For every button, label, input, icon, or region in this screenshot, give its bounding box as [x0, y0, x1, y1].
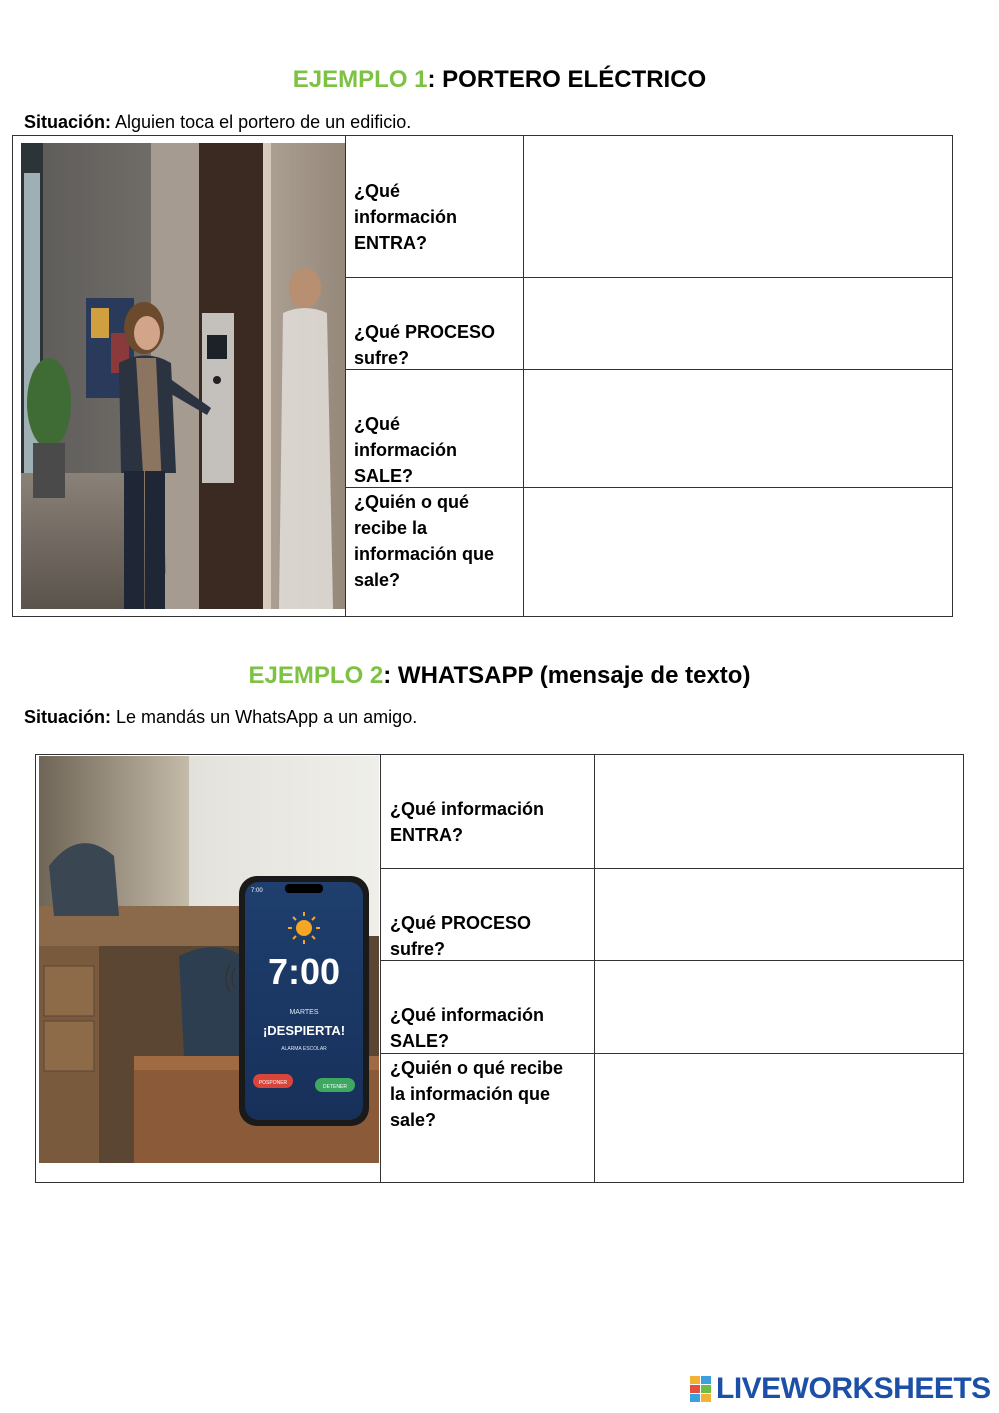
example1-situation-text: Alguien toca el portero de un edificio.	[111, 112, 412, 132]
example1-situation-label: Situación:	[24, 112, 112, 132]
example2-situation-text: Le mandás un WhatsApp a un amigo.	[111, 707, 418, 727]
example1-question-entra: ¿Qué información ENTRA?	[354, 181, 458, 253]
liveworksheets-brand: LIVEWORKSHEETS	[716, 1372, 991, 1405]
liveworksheets-logo-icon	[690, 1376, 712, 1402]
example2-answer-entra[interactable]	[596, 756, 962, 867]
phone-day: MARTES	[289, 1009, 319, 1016]
phone-status-time: 7:00	[251, 888, 263, 894]
example1-divider	[345, 135, 346, 617]
example2-answer-recibe[interactable]	[596, 1055, 962, 1181]
example2-situation	[24, 707, 417, 728]
example1-answer-entra[interactable]	[525, 137, 951, 276]
phone-clock: 7:00	[267, 951, 341, 992]
example2-question-sale: ¿Qué información SALE?	[390, 1005, 545, 1051]
example1-question-proceso: ¿Qué PROCESO sufre?	[354, 322, 496, 368]
intercom-photo	[21, 143, 345, 609]
example2-divider	[594, 754, 595, 1183]
example2-row-divider	[380, 868, 964, 869]
example2-answer-proceso[interactable]	[596, 870, 962, 959]
phone-message: ¡DESPIERTA!	[262, 1023, 346, 1038]
example2-label: EJEMPLO 2	[248, 662, 384, 689]
phone-stop-button: DETENER	[323, 1084, 347, 1090]
example2-title-text: : WHATSAPP (mensaje de texto)	[383, 662, 751, 689]
example1-divider	[523, 135, 524, 617]
example2-answer-sale[interactable]	[596, 962, 962, 1052]
liveworksheets-logo	[690, 1372, 991, 1406]
example2-title	[0, 662, 999, 690]
phone-snooze-button: POSPONER	[258, 1080, 288, 1086]
example2-question-proceso: ¿Qué PROCESO sufre?	[390, 913, 532, 959]
example1-label: EJEMPLO 1	[292, 66, 428, 93]
example2-question-recibe: ¿Quién o qué recibe la información que sale?	[390, 1058, 564, 1130]
example2-divider	[380, 754, 381, 1183]
example1-row-divider	[345, 277, 953, 278]
example2-situation-label: Situación:	[24, 707, 112, 727]
example1-answer-sale[interactable]	[525, 371, 951, 486]
phone-alarm-photo	[39, 756, 379, 1163]
example1-question-recibe: ¿Quién o qué recibe la información que sale?	[354, 492, 495, 590]
example1-title	[0, 66, 999, 94]
example1-answer-recibe[interactable]	[525, 489, 951, 615]
example1-title-text: : PORTERO ELÉCTRICO	[427, 66, 707, 93]
example2-question-entra: ¿Qué información ENTRA?	[390, 799, 545, 845]
example1-answer-proceso[interactable]	[525, 279, 951, 368]
example1-question-sale: ¿Qué información SALE?	[354, 414, 458, 486]
example1-situation	[24, 112, 411, 133]
phone-alarm-label: ALARMA ESCOLAR	[281, 1046, 327, 1052]
